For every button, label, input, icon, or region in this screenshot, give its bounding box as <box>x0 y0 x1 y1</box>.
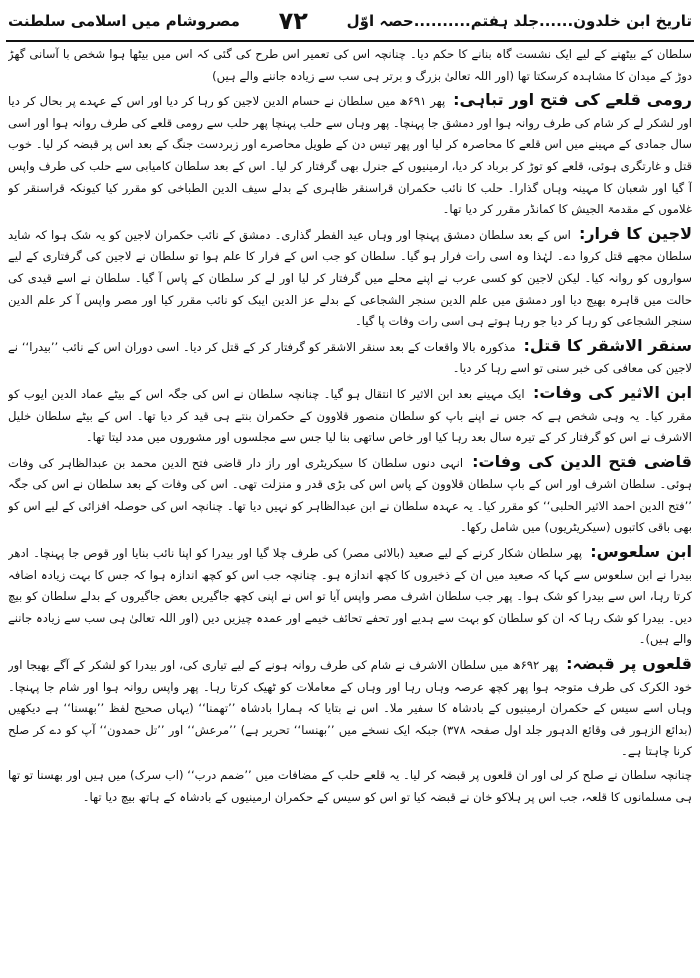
section-heading: لاجین کا فرار: <box>578 223 692 243</box>
paragraph-text: پھر سلطان شکار کرنے کے لیے صعید (بالائی مصر) کی طرف چلا گیا اور بیدرا کو اپنا نائب بنایا اور قوص جا پہنچا۔ ادھر بیدرا نے ابن سلعوس سے کہا کہ صعید میں ان کے ذخیروں کا کچھ اندازہ ہو۔ چنانچہ جب اس کو کچھ اندازہ ہوا کہ جس کا بہت زیادہ اضافہ کرتا رہا، اس سے بیدرا کو شک ہوا۔ پھر جب سلطان اشرف مصر واپس آیا تو اس نے اپنی کچھ جاگیریں بعض جاگیروں کے بدلے سلطان کو بیچ دیں۔ بیدرا کو شک رہا کہ ان کو سلطان کو بہت سے ہدیے اور تحفے تحائف خیمے اور عمدہ چیزیں دیں (اور اللہ تعالیٰ ہی سب سے زیادہ جاننے والے ہیں)۔ <box>8 546 692 647</box>
paragraph <box>8 653 692 763</box>
paragraph-text: پھر ۶۹۲ھ میں سلطان الاشرف نے شام کی طرف روانہ ہونے کے لیے تیاری کی، اور بیدرا کو لشکر کے آگے بھیجا اور خود الکرک کی طرف متوجہ ہوا پھر کچھ عرصہ وہاں رہا اور وہاں کے معاملات کو ٹھیک کرتا رہا۔ پھر واپس روانہ ہوا اور شام جا پہنچا۔ وہاں اسے سیس کے حکمران ارمینیوں کے بادشاہ کا سفیر ملا۔ اس نے بتایا کہ ہمارا بادشاہ ’’تھمنا‘‘ (یہاں صحیح لفظ ’’بھسنا‘‘ ہے دیکھیں (بدائع الزہور فی وقائع الدہور جلد اول صفحہ ۳۷۸) جبکہ ایک نسخے میں ’’بھنسا‘‘ تحریر ہے) ’’مرعش‘‘ اور ’’تل حمدون‘‘ آپ کو دے کر صلح کرنا چاہتا ہے۔ <box>8 658 692 759</box>
paragraph <box>8 382 692 449</box>
header-rule <box>6 40 694 42</box>
paragraph <box>8 335 692 380</box>
paragraph-text: ایک مہینے بعد ابن الاثیر کا انتقال ہو گیا۔ چنانچہ سلطان نے اس کی جگہ اس کے بیٹے عماد الدین ایوب کو مقرر کیا۔ یہ وہی شخص ہے کہ جس نے اپنے باپ کو سلطان منصور قلاوون کے حکمران بنتے ہی قید کر دیا تھا۔ اس کے بیٹے سلطان خلیل الاشرف نے اس کو گرفتار کر کے تیرہ سال بعد رہا کیا اور خاص ساتھی بنا لیا جس سے مجلسوں اور مشوروں میں مدد لیتا تھا۔ <box>8 386 692 445</box>
paragraph <box>8 223 692 333</box>
paragraph-text: اس کے بعد سلطان دمشق پہنچا اور وہاں عید الفطر گذاری۔ دمشق کے نائب حکمران لاجین کو یہ شک ہوا کہ شاید سلطان مجھے قتل کروا دے۔ لہٰذا وہ اسی رات فرار ہو گیا۔ سلطان کو جب اس کے فرار کا علم ہوا تو سلطان نے لاجین کی گرفتاری کے لیے سواروں کو روانہ کیا۔ لیکن لاجین کو کسی عرب نے اپنے محلے میں گرفتار کر لیا اور لے کر سلطان کے پاس آ گیا۔ سلطان نے اسے قیدی کی حالت میں قاہرہ بھیج دیا اور دمشق میں علم الدین سنجر الشجاعی کے بدلے عز الدین ایبک کو نائب مقرر کیا اور مصر واپس آ کر علم الدین سنجر الشجاعی کو رہا کر دیا جو رہا ہوتے ہی اسی رات وفات پا گیا۔ <box>8 227 692 329</box>
paragraph-text: مذکورہ بالا واقعات کے بعد سنقر الاشقر کو گرفتار کر کے قتل کر دیا۔ اسی دوران اس کے نائب ’’بیدرا‘‘ نے لاجین کی معافی کی خبر سنی تو اسے رہا کر دیا۔ <box>8 339 692 376</box>
paragraph <box>8 44 692 87</box>
section-heading: قاضی فتح الدین کی وفات: <box>472 451 692 471</box>
section-heading: ابن الاثیر کی وفات: <box>532 382 692 402</box>
section-heading: سنقر الاشقر کا قتل: <box>523 335 692 355</box>
paragraph-text: پھر ۶۹۱ھ میں سلطان نے حسام الدین لاجین کو رہا کر دیا اور اس کے عہدے پر بحال کر دیا اور لشکر لے کر شام کی طرف روانہ ہوا اور دمشق جا پہنچا۔ پھر وہاں سے حلب پہنچا پھر حلب سے رومی قلعے کی طرف روانہ ہوا اور اسی سال جمادی کے مہینے میں اس قلعے کا محاصرہ کر لیا اور پھر تیس دن کے طویل محاصرے اور زبردست جنگ کے بعد اس پر قبضہ کر لیا۔ خوب قتل و غارتگری ہوئی، قلعے کو توڑ کر برباد کر دیا، ارمینیوں کے جنرل بھی گرفتار کر لیا۔ اس کے بعد سلطان کامیابی سے حلب کی طرف واپس آ گیا اور شعبان کا مہینہ وہاں گذارا۔ حلب کا نائب حکمران قراسنقر ظاہری کے بدلے سیف الدین الطباخی کو مقرر کیا کیونکہ قراسنقر کو غلاموں کے مقدمۃ الجیش کا کمانڈر مقرر کر دیا تھا۔ <box>8 94 692 217</box>
paragraph <box>8 765 692 808</box>
paragraph-text: سلطان کے بیٹھنے کے لیے ایک نشست گاہ بنانے کا حکم دیا۔ چنانچہ اس کی تعمیر اس طرح کی گئی کہ اس میں بیٹھا ہوا شخص با آسانی گھڑ دوڑ کے میدان کا مشاہدہ کرسکتا تھا (اور اللہ تعالیٰ بزرگ و برتر ہی سب سے زیادہ جاننے والے ہیں) <box>8 47 692 83</box>
section-heading: قلعوں پر قبضہ: <box>566 654 692 674</box>
page-number: ۷۲ <box>278 7 308 35</box>
paragraph <box>8 89 692 221</box>
page-body <box>8 44 692 974</box>
paragraph-text: انہی دنوں سلطان کا سیکریٹری اور راز دار قاضی فتح الدین محمد بن عبدالظاہر کی وفات ہوئی۔ سلطان اشرف اور اس کے باپ سلطان قلاوون کے پاس اس کی بڑی قدر و منزلت تھی۔ اس کی وفات کے بعد سلطان نے اس کی جگہ ’’فتح الدین احمد الاثیر الحلبی‘‘ کو مقرر کیا۔ یہ عہدہ سلطان نے ابن عبدالظاہر کو نہیں دیا تھا۔ چنانچہ اس کی حوصلہ افزائی کے لیے اس کو بھی باقی کاتبوں (سیکریٹریوں) میں شامل رکھا۔ <box>8 455 692 535</box>
section-heading: رومی قلعے کی فتح اور تباہی: <box>453 90 692 110</box>
paragraph-text: چنانچہ سلطان نے صلح کر لی اور ان قلعوں پر قبضہ کر لیا۔ یہ قلعے حلب کے مضافات میں ’’ضمم درب‘‘ (اب سرک) میں ہیں اور بھسنا تو تھا ہی مسلمانوں کا قلعہ، جب اس پر ہلاکو خان نے قبضہ کیا تو اس کو سیس کے حکمران ارمینیوں کے بادشاہ کے ہاتھ بیچ دیا تھا۔ <box>8 768 692 804</box>
header-chapter-title: مصروشام میں اسلامی سلطنت <box>8 12 240 30</box>
running-header <box>8 4 692 38</box>
paragraph <box>8 451 692 539</box>
header-book-title: تاریخ ابن خلدون......جلد ہفتم..........حصہ اوّل <box>346 12 692 30</box>
section-heading: ابن سلعوس: <box>590 542 692 562</box>
paragraph <box>8 541 692 651</box>
